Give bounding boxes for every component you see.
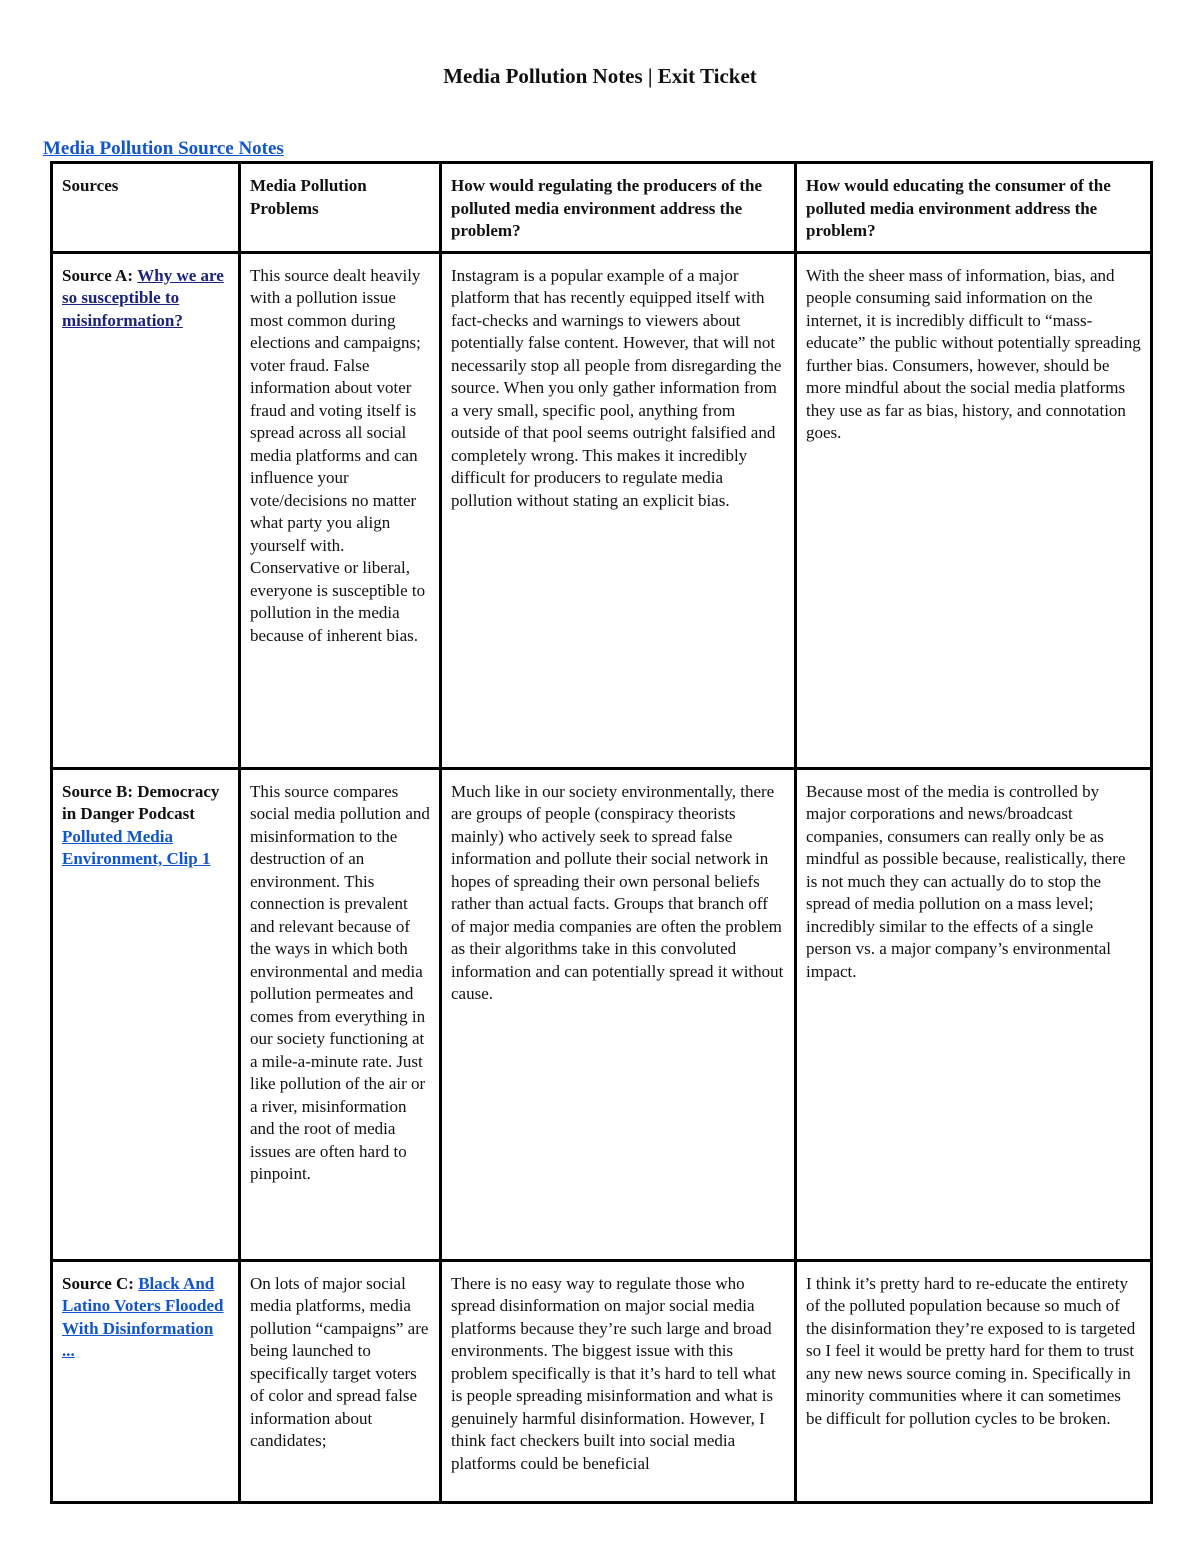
problems-cell: This source compares social media pollution and misinformation to the destruction of an environment. This connection is prevalent and relevant because of the ways in which both environmental and media pollution permeates and comes from everything in our society functioning at a mile-a-minute rate. Just like pollution of the air or a river, misinformation and the root of media issues are often hard to pinpoint.	[240, 768, 441, 1260]
educating-cell: Because most of the media is controlled by major corporations and news/broadcast companies, consumers can really only be as mindful as possible because, realistically, there is not much they can actually do to stop the spread of media pollution on a mass level; incredibly similar to the effects of a single person vs. a major company’s environmental impact.	[796, 768, 1152, 1260]
educating-cell: I think it’s pretty hard to re-educate the entirety of the polluted population because so much of the disinformation they’re exposed to is targeted so I feel it would be pretty hard for them to trust any new news source coming in. Specifically in minority communities where it can sometimes be difficult for pollution cycles to be broken.	[796, 1260, 1152, 1502]
source-cell	[52, 1260, 240, 1502]
source-link[interactable]: Black And Latino Voters Flooded With Disinformation ...	[62, 1273, 224, 1360]
table-row	[52, 252, 1152, 768]
source-label: Source C:	[62, 1273, 134, 1293]
regulating-cell: There is no easy way to regulate those who spread disinformation on major social media platforms because they’re such large and broad environments. The biggest issue with this problem specifically is that it’s hard to tell what is people spreading misinformation and what is genuinely harmful disinformation. However, I think fact checkers built into social media platforms could be beneficial	[441, 1260, 796, 1502]
header-educating: How would educating the consumer of the polluted media environment address the problem?	[796, 163, 1152, 253]
problems-cell: This source dealt heavily with a pollution issue most common during elections and campaigns; voter fraud. False information about voter fraud and voting itself is spread across all social media platforms and can influence your vote/decisions no matter what party you align yourself with. Conservative or liberal, everyone is susceptible to pollution in the media because of inherent bias.	[240, 252, 441, 768]
header-problems: Media Pollution Problems	[240, 163, 441, 253]
notes-table	[50, 161, 1153, 1504]
source-label: Source A:	[62, 265, 133, 285]
regulating-cell: Much like in our society environmentally, there are groups of people (conspiracy theorists mainly) who actively seek to spread false information and pollute their social network in hopes of spreading their own personal beliefs rather than actual facts. Groups that branch off of major media companies are often the problem as their algorithms take in this convoluted information and can potentially spread it without cause.	[441, 768, 796, 1260]
source-cell	[52, 768, 240, 1260]
source-label: Source B: Democracy in Danger Podcast	[62, 781, 220, 823]
source-link[interactable]: Polluted Media Environment, Clip 1	[62, 826, 211, 868]
source-link[interactable]: Why we are so susceptible to misinformation?	[62, 265, 224, 330]
problems-cell: On lots of major social media platforms, media pollution “campaigns” are being launched to specifically target voters of color and spread false information about candidates;	[240, 1260, 441, 1502]
source-cell	[52, 252, 240, 768]
header-sources: Sources	[52, 163, 240, 253]
regulating-cell: Instagram is a popular example of a major platform that has recently equipped itself with fact-checks and warnings to viewers about potentially false content. However, that will not necessarily stop all people from disregarding the source. When you only gather information from a very small, specific pool, anything from outside of that pool seems outright falsified and completely wrong. This makes it incredibly difficult for producers to regulate media pollution without stating an explicit bias.	[441, 252, 796, 768]
table-row	[52, 1260, 1152, 1502]
table-header-row	[52, 163, 1152, 253]
section-link-source-notes[interactable]: Media Pollution Source Notes	[43, 138, 284, 159]
educating-cell: With the sheer mass of information, bias, and people consuming said information on the internet, it is incredibly difficult to “mass-educate” the public without potentially spreading further bias. Consumers, however, should be more mindful about the social media platforms they use as far as bias, history, and connotation goes.	[796, 252, 1152, 768]
page-title: Media Pollution Notes | Exit Ticket	[443, 64, 757, 88]
table-row	[52, 768, 1152, 1260]
header-regulating: How would regulating the producers of the polluted media environment address the problem?	[441, 163, 796, 253]
